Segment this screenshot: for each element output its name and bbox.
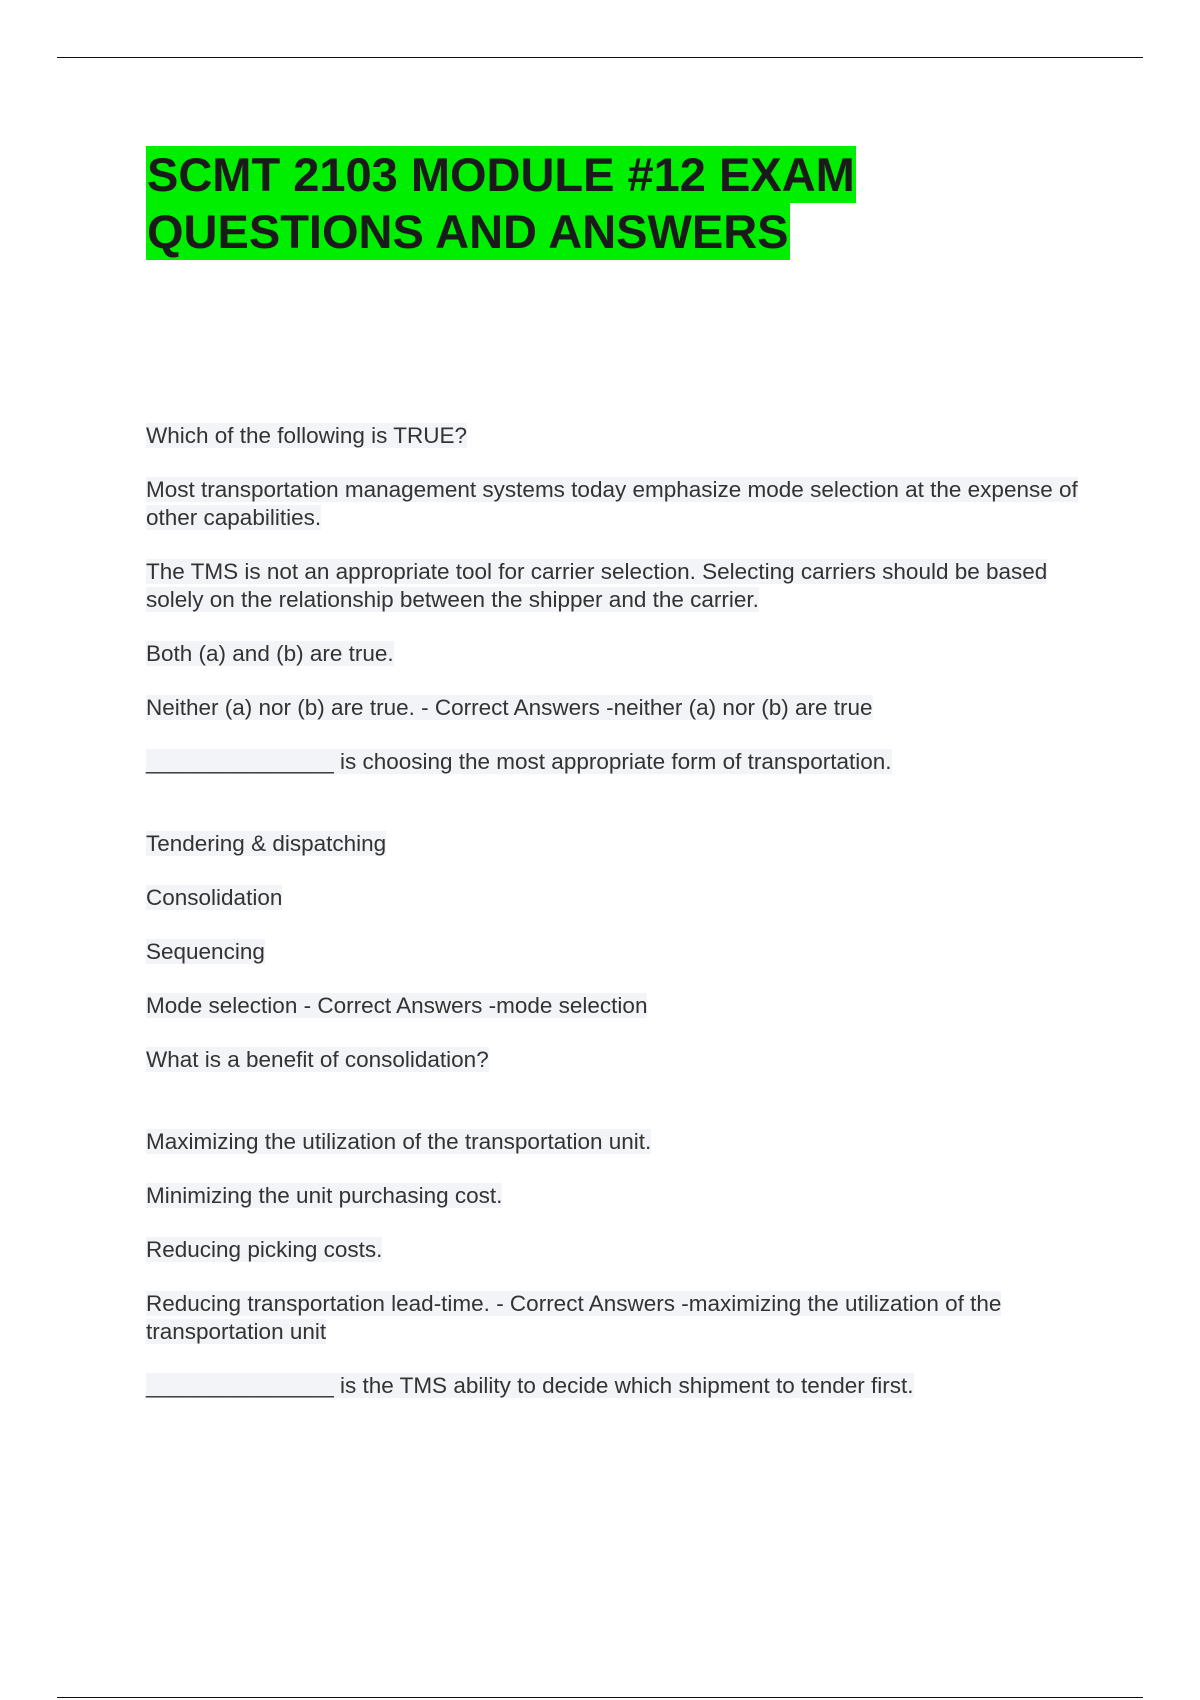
title-line-1: SCMT 2103 MODULE #12 EXAM: [147, 148, 855, 201]
option-b: The TMS is not an appropriate tool for carrier selection. Selecting carriers should be based solely on the relationship between the shipper and the carrier.: [146, 559, 1048, 612]
top-rule: [57, 57, 1143, 58]
question-3: What is a benefit of consolidation?: [146, 1047, 489, 1072]
question-2: _______________ is choosing the most appropriate form of transportation.: [146, 749, 892, 774]
option-d-answer: Neither (a) nor (b) are true. - Correct Answers -neither (a) nor (b) are true: [146, 695, 873, 720]
option-a: Most transportation management systems today emphasize mode selection at the expense of other capabilities.: [146, 477, 1078, 530]
option-c: Reducing picking costs.: [146, 1237, 383, 1262]
option-d-answer: Reducing transportation lead-time. - Correct Answers -maximizing the utilization of the transportation unit: [146, 1291, 1002, 1344]
option-b: Consolidation: [146, 885, 283, 910]
option-c: Sequencing: [146, 939, 265, 964]
option-a: Tendering & dispatching: [146, 831, 387, 856]
title-line-2: QUESTIONS AND ANSWERS: [147, 205, 789, 258]
option-d-answer: Mode selection - Correct Answers -mode selection: [146, 993, 648, 1018]
bottom-rule: [57, 1697, 1143, 1698]
option-a: Maximizing the utilization of the transportation unit.: [146, 1129, 652, 1154]
question-1: Which of the following is TRUE?: [146, 423, 467, 448]
question-4: _______________ is the TMS ability to decide which shipment to tender first.: [146, 1373, 914, 1398]
document-title: [146, 146, 1106, 260]
option-c: Both (a) and (b) are true.: [146, 641, 394, 666]
document-body: [146, 422, 1106, 1426]
option-b: Minimizing the unit purchasing cost.: [146, 1183, 503, 1208]
